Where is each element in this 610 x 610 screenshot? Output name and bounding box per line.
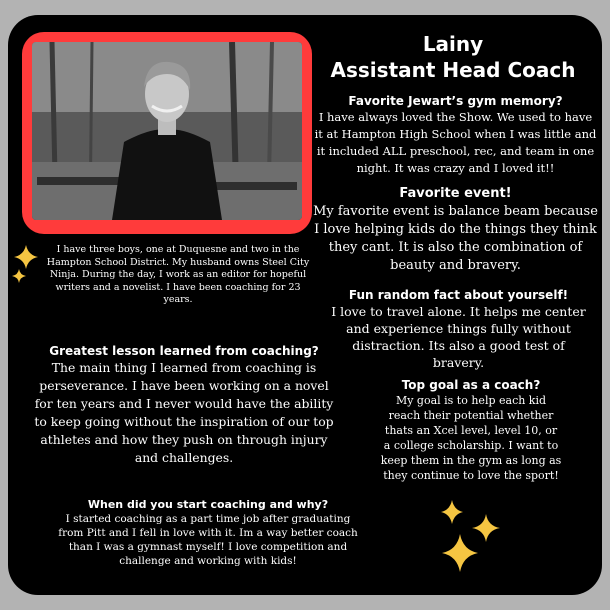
coach-card [8,15,602,595]
sparkle-cluster-icon [438,500,508,584]
lesson-answer: The main thing I learned from coaching is perseverance. I have been working on a novel for ten years and I never would have the ability to keep going without the inspiration of our top athletes and how they push on through injury and challenges. [34,360,334,465]
coach-name: Lainy [422,32,484,56]
coach-role: Assistant Head Coach [330,58,576,82]
goal-answer: My goal is to help each kid reach their potential whether thats an Xcel level, level 10, or a college scholarship. I want to keep them in the gym as long as they continue to love the sport! [380,394,562,482]
fact-section [326,287,591,371]
memory-question: Favorite Jewart’s gym memory? [348,94,563,108]
header [308,31,598,83]
event-question: Favorite event! [399,186,512,201]
coach-photo [32,42,302,220]
goal-section [380,378,562,483]
photo-frame [22,32,312,234]
fact-question: Fun random fact about yourself! [348,288,569,302]
memory-section [313,93,598,177]
start-section [58,497,358,568]
bio-text: I have three boys, one at Duquesne and two in the Hampton School District. My husband owns Steel City Ninja. During the day, I work as an editor for hopeful writers and a novelist. I have been coaching for 23 years. [46,244,310,305]
memory-answer: I have always loved the Show. We used to have it at Hampton High School when I was little and it included ALL preschool, rec, and team in one night. It was crazy and I loved it!! [314,110,597,175]
bio-section [43,244,313,307]
event-answer: My favorite event is balance beam because I love helping kids do the things they think they cant. It is also the combination of beauty and bravery. [313,204,598,273]
lesson-section [34,343,334,467]
event-section [313,185,598,275]
fact-answer: I love to travel alone. It helps me center and experience things fully without distraction. Its also a good test of bravery. [331,304,586,370]
start-question: When did you start coaching and why? [87,498,329,511]
goal-question: Top goal as a coach? [401,378,541,392]
start-answer: I started coaching as a part time job after graduating from Pitt and I fell in love with it. Im a way better coach than I was a gymnast myself! I love competition and challenge and working with kids! [58,513,358,567]
sparkle-icon [10,243,42,291]
lesson-question: Greatest lesson learned from coaching? [49,344,319,358]
